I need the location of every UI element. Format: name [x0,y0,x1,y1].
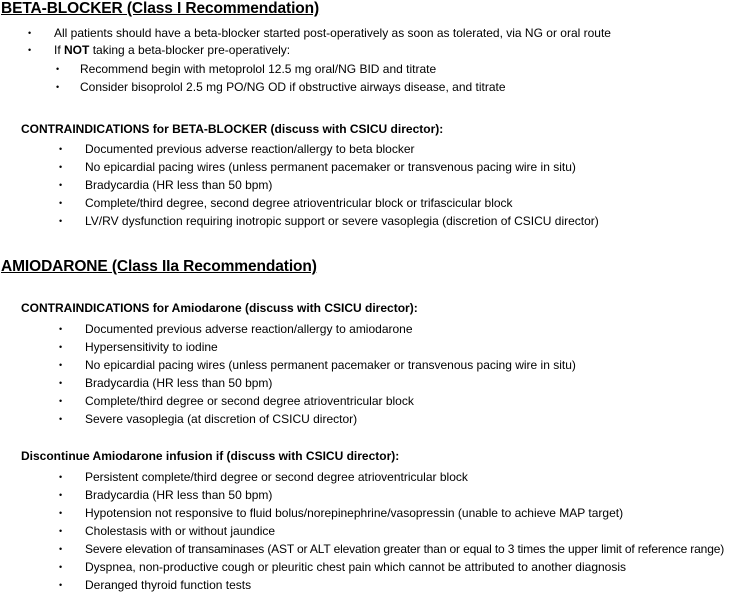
bullet-icon: • [59,562,63,572]
bullet-icon: • [59,378,63,388]
bullet-icon: • [56,64,60,74]
bullet-icon: • [59,324,63,334]
beta-blocker-contraindications-heading: CONTRAINDICATIONS for BETA-BLOCKER (discuss with CSICU director): [21,122,444,136]
bullet-icon: • [59,360,63,370]
amiodarone-discontinue-heading: Discontinue Amiodarone infusion if (discuss with CSICU director): [21,449,400,463]
list-item-text: Complete/third degree or second degree atrioventricular block [85,394,414,408]
list-item-text: Consider bisoprolol 2.5 mg PO/NG OD if obstructive airways disease, and titrate [80,80,506,94]
list-item-text-suffix: taking a beta-blocker pre-operatively: [89,43,291,57]
bullet-icon: • [59,526,63,536]
bullet-icon: • [59,216,63,226]
list-item-text: Bradycardia (HR less than 50 bpm) [85,178,273,192]
list-item-text: Persistent complete/third degree or second degree atrioventricular block [85,470,468,484]
list-item-text: Dyspnea, non-productive cough or pleuritic chest pain which cannot be attributed to another diagnosis [85,560,627,574]
list-item-text: All patients should have a beta-blocker started post-operatively as soon as tolerated, via NG or oral route [54,26,611,40]
list-item-text: Recommend begin with metoprolol 12.5 mg oral/NG BID and titrate [80,62,437,76]
list-item-text-emphasis: NOT [64,43,90,57]
bullet-icon: • [28,45,32,55]
list-item-text: Documented previous adverse reaction/allergy to beta blocker [85,142,415,156]
bullet-icon: • [59,544,63,554]
beta-blocker-heading: BETA-BLOCKER (Class I Recommendation) [1,0,320,17]
list-item-text [54,43,290,57]
list-item-text: Documented previous adverse reaction/allergy to amiodarone [85,322,413,336]
list-item-text: Hypotension not responsive to fluid bolus/norepinephrine/vasopressin (unable to achieve MAP target) [85,506,624,520]
bullet-icon: • [59,580,63,590]
list-item-text: LV/RV dysfunction requiring inotropic support or severe vasoplegia (discretion of CSICU director) [85,214,599,228]
list-item-text: No epicardial pacing wires (unless permanent pacemaker or transvenous pacing wire in situ) [85,160,576,174]
bullet-icon: • [59,414,63,424]
bullet-icon: • [59,180,63,190]
bullet-icon: • [59,342,63,352]
bullet-icon: • [59,162,63,172]
list-item-text: Complete/third degree, second degree atrioventricular block or trifascicular block [85,196,513,210]
bullet-icon: • [28,28,32,38]
list-item-text: Bradycardia (HR less than 50 bpm) [85,488,273,502]
list-item-text: Hypersensitivity to iodine [85,340,218,354]
bullet-icon: • [59,490,63,500]
bullet-icon: • [59,508,63,518]
list-item-text: No epicardial pacing wires (unless permanent pacemaker or transvenous pacing wire in situ) [85,358,576,372]
amiodarone-heading: AMIODARONE (Class IIa Recommendation) [1,258,317,275]
list-item-text: Severe vasoplegia (at discretion of CSICU director) [85,412,358,426]
bullet-icon: • [59,198,63,208]
list-item-text: Bradycardia (HR less than 50 bpm) [85,376,273,390]
amiodarone-contraindications-heading: CONTRAINDICATIONS for Amiodarone (discuss with CSICU director): [21,301,418,315]
list-item-text: Severe elevation of transaminases (AST or ALT elevation greater than or equal to 3 times the upper limit of reference range) [85,542,725,556]
list-item-text-prefix: If [54,43,65,57]
bullet-icon: • [59,472,63,482]
list-item-text: Cholestasis with or without jaundice [85,524,276,538]
bullet-icon: • [59,144,63,154]
bullet-icon: • [59,396,63,406]
list-item-text: Deranged thyroid function tests [85,578,252,592]
bullet-icon: • [56,82,60,92]
